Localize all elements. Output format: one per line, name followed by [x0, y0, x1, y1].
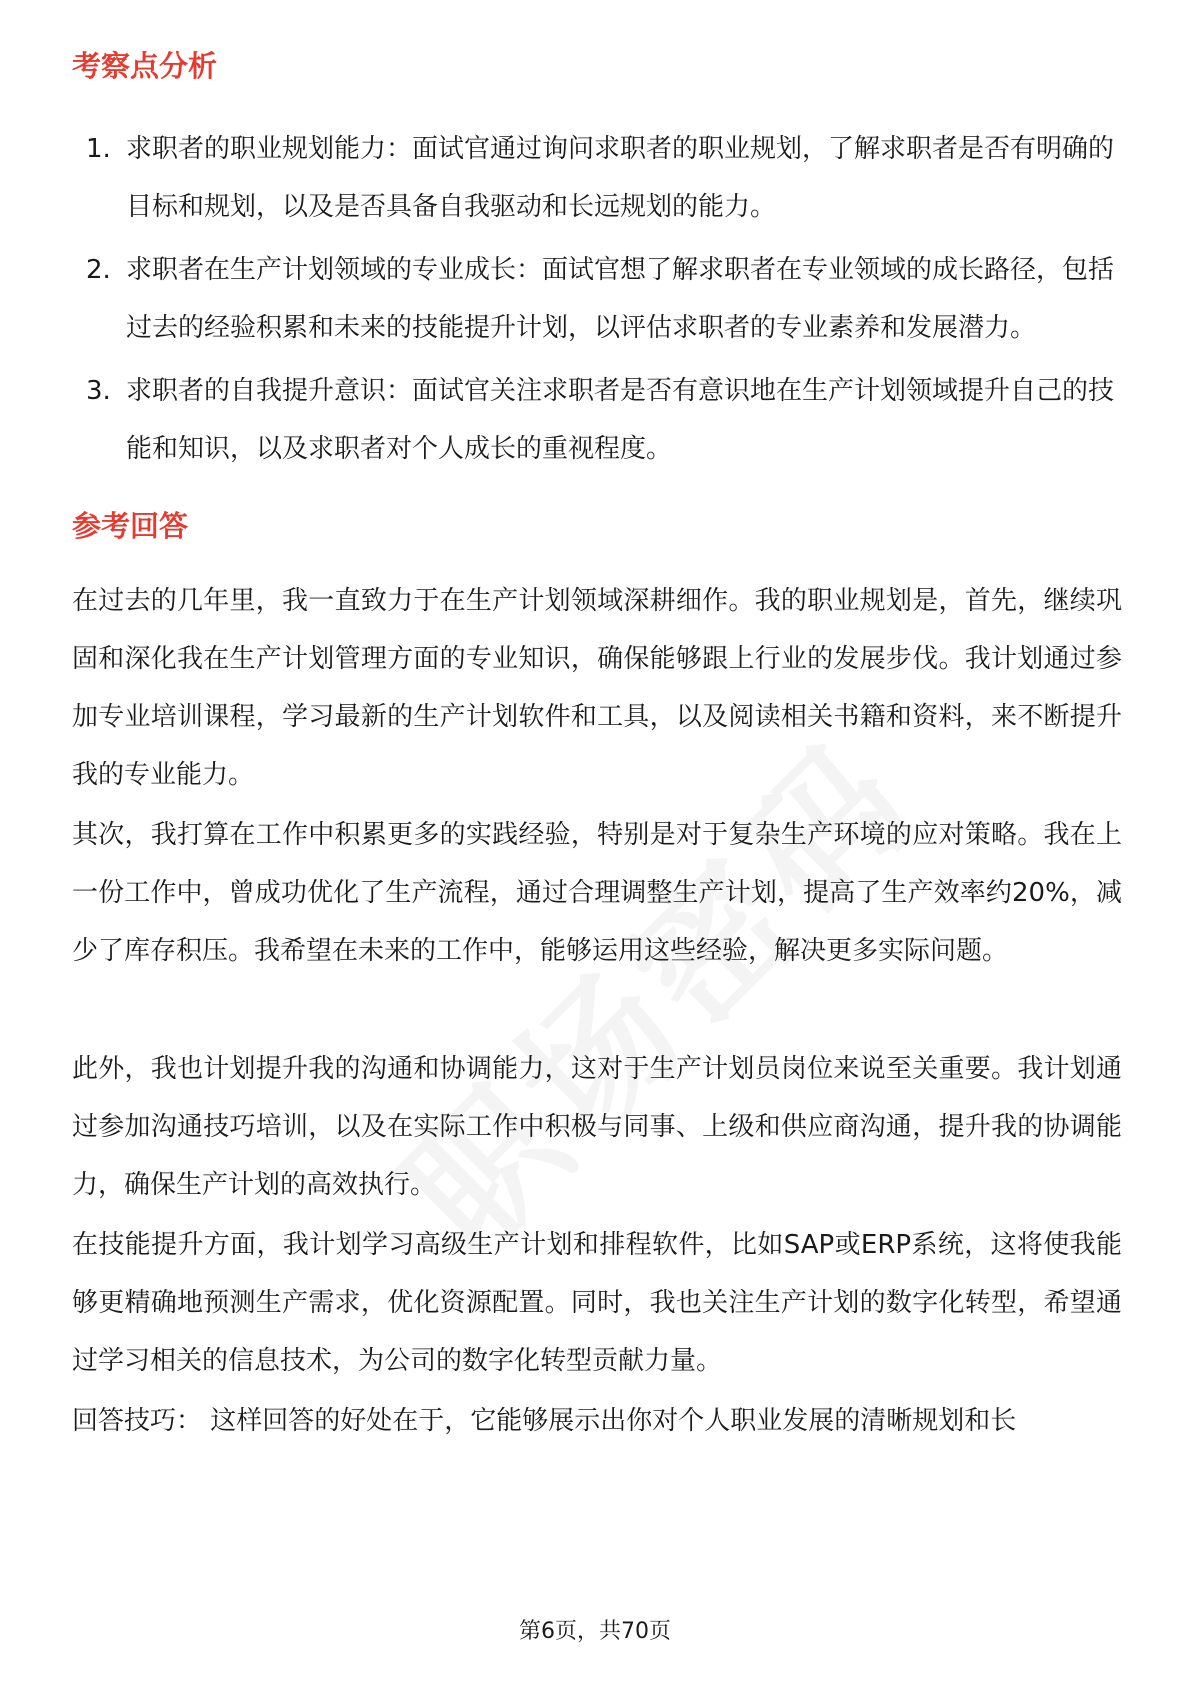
list-item — [72, 120, 1122, 236]
list-item-text: 求职者的职业规划能力：面试官通过询问求职者的职业规划，了解求职者是否有明确的目标和规划，以及是否具备自我驱动和长远规划的能力。 — [126, 134, 1115, 222]
answer-title: 参考回答 — [72, 509, 189, 543]
list-item-number: 2. — [86, 255, 111, 285]
answer-paragraph-3: 此外，我也计划提升我的沟通和协调能力，这对于生产计划员岗位来说至关重要。我计划通过参加沟通技巧培训，以及在实际工作中积极与同事、上级和供应商沟通，提升我的协调能力，确保生产计划的高效执行。 — [72, 1054, 1122, 1200]
list-item — [72, 241, 1122, 357]
answer-paragraph-1: 在过去的几年里，我一直致力于在生产计划领域深耕细作。我的职业规划是，首先，继续巩固和深化我在生产计划管理方面的专业知识，确保能够跟上行业的发展步伐。我计划通过参加专业培训课程，学习最新的生产计划软件和工具，以及阅读相关书籍和资料，来不断提升我的专业能力。 — [72, 586, 1122, 790]
list-item-text: 求职者的自我提升意识：面试官关注求职者是否有意识地在生产计划领域提升自己的技能和知识，以及求职者对个人成长的重视程度。 — [126, 376, 1115, 464]
list-item-number: 1. — [86, 134, 111, 164]
answer-paragraph-4: 在技能提升方面，我计划学习高级生产计划和排程软件，比如SAP或ERP系统，这将使我能够更精确地预测生产需求，优化资源配置。同时，我也关注生产计划的数字化转型，希望通过学习相关的信息技术，为公司的数字化转型贡献力量。 — [72, 1230, 1122, 1376]
list-item-number: 3. — [86, 376, 111, 406]
list-item-text: 求职者在生产计划领域的专业成长：面试官想了解求职者在专业领域的成长路径，包括过去的经验积累和未来的技能提升计划，以评估求职者的专业素养和发展潜力。 — [126, 255, 1115, 343]
page-number: 第6页，共70页 — [519, 1619, 671, 1644]
answer-tips: 回答技巧： 这样回答的好处在于，它能够展示出你对个人职业发展的清晰规划和长 — [72, 1406, 1017, 1436]
analysis-list — [72, 120, 1122, 483]
list-item — [72, 362, 1122, 478]
answer-paragraph-2: 其次，我打算在工作中积累更多的实践经验，特别是对于复杂生产环境的应对策略。我在上一份工作中，曾成功优化了生产流程，通过合理调整生产计划，提高了生产效率约20%，减少了库存积压。我希望在未来的工作中，能够运用这些经验，解决更多实际问题。 — [72, 820, 1122, 966]
analysis-title: 考察点分析 — [72, 49, 218, 83]
